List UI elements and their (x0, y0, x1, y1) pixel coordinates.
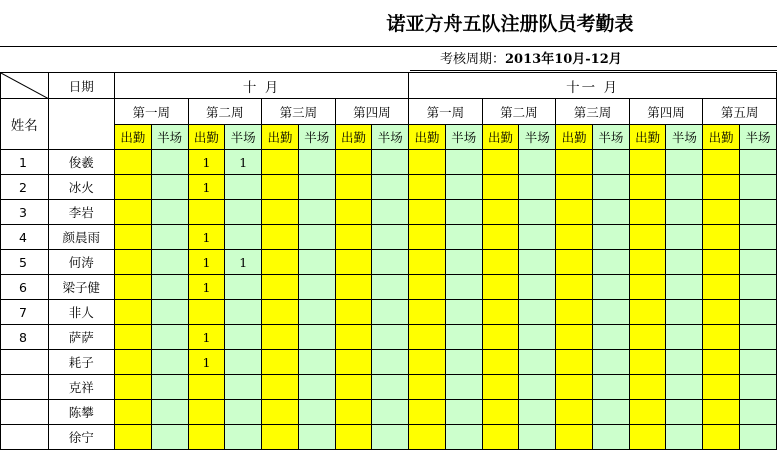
half-cell[interactable] (372, 225, 409, 250)
half-cell[interactable] (519, 175, 556, 200)
attend-cell[interactable] (115, 375, 152, 400)
member-name[interactable]: 冰火 (48, 175, 114, 200)
attend-cell[interactable] (703, 300, 740, 325)
half-cell[interactable] (519, 400, 556, 425)
table-row (1, 425, 777, 450)
header-month-oct: 十 月 (115, 73, 409, 99)
attend-cell[interactable] (629, 300, 666, 325)
attend-cell[interactable] (556, 325, 593, 350)
attend-cell[interactable] (703, 150, 740, 175)
header-attend: 出勤 (556, 125, 593, 150)
header-week: 第二周 (482, 99, 556, 125)
member-name[interactable]: 梁子健 (48, 275, 114, 300)
table-row (1, 250, 777, 275)
attend-cell[interactable] (409, 325, 446, 350)
half-cell[interactable] (298, 200, 335, 225)
half-cell[interactable] (592, 350, 629, 375)
half-cell[interactable] (740, 150, 777, 175)
attend-cell[interactable] (556, 200, 593, 225)
half-cell[interactable] (445, 325, 482, 350)
half-cell[interactable] (298, 250, 335, 275)
attend-cell[interactable] (703, 425, 740, 450)
attend-cell[interactable]: 1 (188, 325, 225, 350)
half-cell[interactable] (740, 400, 777, 425)
half-cell[interactable] (372, 300, 409, 325)
half-cell[interactable] (666, 275, 703, 300)
half-cell[interactable] (666, 400, 703, 425)
half-cell[interactable]: 1 (225, 150, 262, 175)
member-name[interactable]: 俊羲 (48, 150, 114, 175)
member-name[interactable]: 非人 (48, 300, 114, 325)
table-row (1, 175, 777, 200)
half-cell[interactable] (298, 400, 335, 425)
half-cell[interactable] (372, 375, 409, 400)
attend-cell[interactable] (188, 300, 225, 325)
attend-cell[interactable] (629, 175, 666, 200)
half-cell[interactable] (445, 150, 482, 175)
header-attend: 出勤 (335, 125, 372, 150)
header-attend: 出勤 (262, 125, 299, 150)
attend-cell[interactable] (482, 225, 519, 250)
half-cell[interactable] (592, 275, 629, 300)
attend-cell[interactable]: 1 (188, 350, 225, 375)
header-week: 第五周 (703, 99, 777, 125)
row-index (1, 425, 49, 450)
half-cell[interactable] (298, 325, 335, 350)
member-name[interactable]: 何涛 (48, 250, 114, 275)
half-cell[interactable] (592, 300, 629, 325)
half-cell[interactable] (592, 325, 629, 350)
attend-cell[interactable] (629, 375, 666, 400)
half-cell[interactable] (519, 375, 556, 400)
row-index: 7 (1, 300, 49, 325)
attend-cell[interactable] (629, 350, 666, 375)
attend-cell[interactable] (629, 275, 666, 300)
attend-cell[interactable] (409, 300, 446, 325)
half-cell[interactable] (151, 150, 188, 175)
header-half: 半场 (592, 125, 629, 150)
attend-cell[interactable] (115, 425, 152, 450)
half-cell[interactable] (151, 375, 188, 400)
header-half: 半场 (740, 125, 777, 150)
row-index: 6 (1, 275, 49, 300)
header-half: 半场 (666, 125, 703, 150)
half-cell[interactable] (740, 225, 777, 250)
half-cell[interactable] (666, 225, 703, 250)
half-cell[interactable] (298, 425, 335, 450)
attend-cell[interactable] (556, 425, 593, 450)
period-value: 2013年10月-12月 (505, 52, 622, 67)
period-line (440, 48, 622, 67)
attend-cell[interactable] (629, 325, 666, 350)
attend-cell[interactable]: 1 (188, 225, 225, 250)
half-cell[interactable] (592, 150, 629, 175)
half-cell[interactable] (445, 225, 482, 250)
half-cell[interactable] (592, 250, 629, 275)
half-cell[interactable] (445, 200, 482, 225)
row-index (1, 375, 49, 400)
half-cell[interactable] (372, 425, 409, 450)
half-cell[interactable] (519, 325, 556, 350)
sheet-title: 诺亚方舟五队注册队员考勤表 (386, 13, 634, 35)
attend-cell[interactable] (115, 350, 152, 375)
attend-cell[interactable] (409, 175, 446, 200)
half-cell[interactable] (592, 400, 629, 425)
half-cell[interactable] (740, 425, 777, 450)
attend-cell[interactable] (262, 225, 299, 250)
attend-cell[interactable] (703, 250, 740, 275)
half-cell[interactable] (372, 175, 409, 200)
half-cell[interactable] (519, 200, 556, 225)
header-attend: 出勤 (115, 125, 152, 150)
half-cell[interactable] (225, 375, 262, 400)
divider (410, 70, 777, 71)
half-cell[interactable] (666, 200, 703, 225)
half-cell[interactable] (445, 275, 482, 300)
attend-cell[interactable] (409, 275, 446, 300)
attend-cell[interactable] (335, 325, 372, 350)
divider (0, 46, 777, 47)
header-half: 半场 (445, 125, 482, 150)
member-name[interactable]: 萨萨 (48, 325, 114, 350)
attend-cell[interactable] (409, 200, 446, 225)
half-cell[interactable] (151, 300, 188, 325)
attend-cell[interactable] (482, 175, 519, 200)
attend-cell[interactable] (482, 350, 519, 375)
attend-cell[interactable] (556, 275, 593, 300)
attend-cell[interactable] (188, 425, 225, 450)
attend-cell[interactable] (115, 400, 152, 425)
attend-cell[interactable] (115, 225, 152, 250)
half-cell[interactable] (225, 400, 262, 425)
half-cell[interactable] (151, 175, 188, 200)
header-half: 半场 (225, 125, 262, 150)
half-cell[interactable] (666, 175, 703, 200)
header-month-nov: 十一 月 (409, 73, 777, 99)
attend-cell[interactable] (115, 300, 152, 325)
header-corner (1, 73, 49, 99)
header-attend: 出勤 (482, 125, 519, 150)
attend-cell[interactable] (188, 200, 225, 225)
half-cell[interactable] (225, 200, 262, 225)
half-cell[interactable] (666, 300, 703, 325)
half-cell[interactable] (740, 200, 777, 225)
half-cell[interactable] (151, 400, 188, 425)
attend-cell[interactable]: 1 (188, 250, 225, 275)
attend-cell[interactable] (482, 400, 519, 425)
half-cell[interactable] (592, 425, 629, 450)
table-row (1, 225, 777, 250)
attend-cell[interactable] (262, 325, 299, 350)
half-cell[interactable] (225, 275, 262, 300)
row-index: 8 (1, 325, 49, 350)
attend-cell[interactable] (115, 150, 152, 175)
attend-cell[interactable] (335, 350, 372, 375)
half-cell[interactable] (372, 250, 409, 275)
attend-cell[interactable] (703, 400, 740, 425)
attend-cell[interactable] (335, 200, 372, 225)
attend-cell[interactable] (115, 325, 152, 350)
attend-cell[interactable] (409, 425, 446, 450)
attend-cell[interactable] (482, 275, 519, 300)
half-cell[interactable] (372, 325, 409, 350)
table-row (1, 375, 777, 400)
attend-cell[interactable] (703, 350, 740, 375)
half-cell[interactable] (666, 425, 703, 450)
attend-cell[interactable] (262, 300, 299, 325)
table-row (1, 350, 777, 375)
header-half: 半场 (151, 125, 188, 150)
half-cell[interactable] (666, 375, 703, 400)
header-name: 姓名 (1, 99, 49, 150)
attend-cell[interactable] (115, 200, 152, 225)
header-week: 第一周 (409, 99, 483, 125)
member-name[interactable]: 克祥 (48, 375, 114, 400)
attend-cell[interactable]: 1 (188, 150, 225, 175)
attend-cell[interactable] (335, 150, 372, 175)
attend-cell[interactable] (188, 400, 225, 425)
half-cell[interactable] (740, 175, 777, 200)
half-cell[interactable] (151, 200, 188, 225)
attend-cell[interactable] (482, 200, 519, 225)
half-cell[interactable] (151, 225, 188, 250)
attend-cell[interactable] (629, 400, 666, 425)
attend-cell[interactable]: 1 (188, 175, 225, 200)
half-cell[interactable] (740, 325, 777, 350)
attend-cell[interactable] (335, 250, 372, 275)
attend-cell[interactable] (409, 375, 446, 400)
half-cell[interactable] (225, 325, 262, 350)
half-cell[interactable] (298, 275, 335, 300)
attend-cell[interactable] (629, 150, 666, 175)
attend-cell[interactable] (409, 250, 446, 275)
attend-cell[interactable] (262, 200, 299, 225)
half-cell[interactable] (151, 325, 188, 350)
attend-cell[interactable] (556, 300, 593, 325)
table-row (1, 400, 777, 425)
table-row (1, 150, 777, 175)
attend-cell[interactable] (262, 250, 299, 275)
half-cell[interactable] (445, 375, 482, 400)
half-cell[interactable] (445, 175, 482, 200)
attend-cell[interactable] (335, 425, 372, 450)
half-cell[interactable] (445, 425, 482, 450)
half-cell[interactable] (445, 300, 482, 325)
attend-cell[interactable] (262, 150, 299, 175)
attend-cell[interactable] (262, 175, 299, 200)
half-cell[interactable] (372, 150, 409, 175)
half-cell[interactable] (372, 275, 409, 300)
row-index: 4 (1, 225, 49, 250)
attend-cell[interactable] (409, 400, 446, 425)
attend-cell[interactable] (629, 425, 666, 450)
half-cell[interactable] (592, 200, 629, 225)
half-cell[interactable] (740, 350, 777, 375)
half-cell[interactable] (225, 300, 262, 325)
attend-cell[interactable] (556, 175, 593, 200)
attend-cell[interactable] (556, 400, 593, 425)
header-half: 半场 (298, 125, 335, 150)
half-cell[interactable] (298, 375, 335, 400)
attend-cell[interactable] (703, 225, 740, 250)
half-cell[interactable] (592, 225, 629, 250)
header-half: 半场 (372, 125, 409, 150)
attend-cell[interactable] (262, 275, 299, 300)
half-cell[interactable] (225, 175, 262, 200)
attend-cell[interactable]: 1 (188, 275, 225, 300)
attend-cell[interactable] (482, 250, 519, 275)
half-cell[interactable] (225, 350, 262, 375)
row-index: 2 (1, 175, 49, 200)
header-attend: 出勤 (703, 125, 740, 150)
half-cell[interactable] (445, 350, 482, 375)
half-cell[interactable] (592, 175, 629, 200)
half-cell[interactable] (151, 350, 188, 375)
half-cell[interactable] (592, 375, 629, 400)
half-cell[interactable] (151, 250, 188, 275)
header-attend: 出勤 (629, 125, 666, 150)
attendance-table (0, 72, 777, 450)
half-cell[interactable] (519, 250, 556, 275)
attend-cell[interactable] (482, 300, 519, 325)
attend-cell[interactable] (335, 300, 372, 325)
header-week: 第四周 (335, 99, 409, 125)
table-row (1, 325, 777, 350)
header-attend: 出勤 (409, 125, 446, 150)
attend-cell[interactable] (335, 275, 372, 300)
attend-cell[interactable] (703, 325, 740, 350)
attend-cell[interactable] (556, 225, 593, 250)
half-cell[interactable] (519, 275, 556, 300)
member-name[interactable]: 陈攀 (48, 400, 114, 425)
half-cell[interactable] (372, 350, 409, 375)
attend-cell[interactable] (703, 175, 740, 200)
attend-cell[interactable] (482, 325, 519, 350)
attend-cell[interactable] (556, 150, 593, 175)
table-row (1, 300, 777, 325)
half-cell[interactable] (151, 425, 188, 450)
header-empty (48, 99, 114, 150)
half-cell[interactable] (372, 200, 409, 225)
half-cell[interactable] (666, 250, 703, 275)
row-index: 5 (1, 250, 49, 275)
member-name[interactable]: 耗子 (48, 350, 114, 375)
row-index (1, 400, 49, 425)
half-cell[interactable] (740, 300, 777, 325)
half-cell[interactable] (666, 325, 703, 350)
half-cell[interactable] (519, 150, 556, 175)
half-cell[interactable] (519, 425, 556, 450)
half-cell[interactable] (519, 300, 556, 325)
attend-cell[interactable] (482, 150, 519, 175)
attend-cell[interactable] (262, 425, 299, 450)
attend-cell[interactable] (703, 375, 740, 400)
attend-cell[interactable] (335, 175, 372, 200)
attend-cell[interactable] (482, 375, 519, 400)
half-cell[interactable] (445, 400, 482, 425)
attend-cell[interactable] (115, 250, 152, 275)
attend-cell[interactable] (115, 275, 152, 300)
half-cell[interactable] (519, 225, 556, 250)
half-cell[interactable] (740, 275, 777, 300)
half-cell[interactable] (298, 150, 335, 175)
attend-cell[interactable] (335, 375, 372, 400)
period-label: 考核周期： (440, 52, 506, 67)
attend-cell[interactable] (556, 250, 593, 275)
half-cell[interactable] (225, 425, 262, 450)
row-index: 3 (1, 200, 49, 225)
half-cell[interactable] (519, 350, 556, 375)
attend-cell[interactable] (335, 400, 372, 425)
attend-cell[interactable] (409, 150, 446, 175)
table-row (1, 200, 777, 225)
half-cell[interactable]: 1 (225, 250, 262, 275)
attend-cell[interactable] (262, 400, 299, 425)
half-cell[interactable] (740, 375, 777, 400)
half-cell[interactable] (298, 300, 335, 325)
attend-cell[interactable] (629, 250, 666, 275)
half-cell[interactable] (666, 350, 703, 375)
half-cell[interactable] (666, 150, 703, 175)
header-week: 第二周 (188, 99, 262, 125)
member-name[interactable]: 颜晨雨 (48, 225, 114, 250)
header-week: 第三周 (262, 99, 336, 125)
header-date: 日期 (48, 73, 114, 99)
attend-cell[interactable] (115, 175, 152, 200)
attend-cell[interactable] (262, 350, 299, 375)
header-week: 第三周 (556, 99, 630, 125)
attend-cell[interactable] (482, 425, 519, 450)
header-half: 半场 (519, 125, 556, 150)
attend-cell[interactable] (703, 200, 740, 225)
half-cell[interactable] (298, 225, 335, 250)
attend-cell[interactable] (409, 350, 446, 375)
member-name[interactable]: 李岩 (48, 200, 114, 225)
row-index (1, 350, 49, 375)
header-week: 第四周 (629, 99, 703, 125)
attend-cell[interactable] (629, 225, 666, 250)
member-name[interactable]: 徐宁 (48, 425, 114, 450)
header-attend: 出勤 (188, 125, 225, 150)
attend-cell[interactable] (409, 225, 446, 250)
half-cell[interactable] (298, 350, 335, 375)
attend-cell[interactable] (703, 275, 740, 300)
diagonal-line (1, 73, 48, 99)
half-cell[interactable] (298, 175, 335, 200)
attend-cell[interactable] (335, 225, 372, 250)
half-cell[interactable] (445, 250, 482, 275)
row-index: 1 (1, 150, 49, 175)
half-cell[interactable] (225, 225, 262, 250)
half-cell[interactable] (151, 275, 188, 300)
half-cell[interactable] (372, 400, 409, 425)
half-cell[interactable] (740, 250, 777, 275)
attend-cell[interactable] (262, 375, 299, 400)
attend-cell[interactable] (556, 350, 593, 375)
table-row (1, 275, 777, 300)
attend-cell[interactable] (556, 375, 593, 400)
header-week: 第一周 (115, 99, 189, 125)
attend-cell[interactable] (188, 375, 225, 400)
attend-cell[interactable] (629, 200, 666, 225)
